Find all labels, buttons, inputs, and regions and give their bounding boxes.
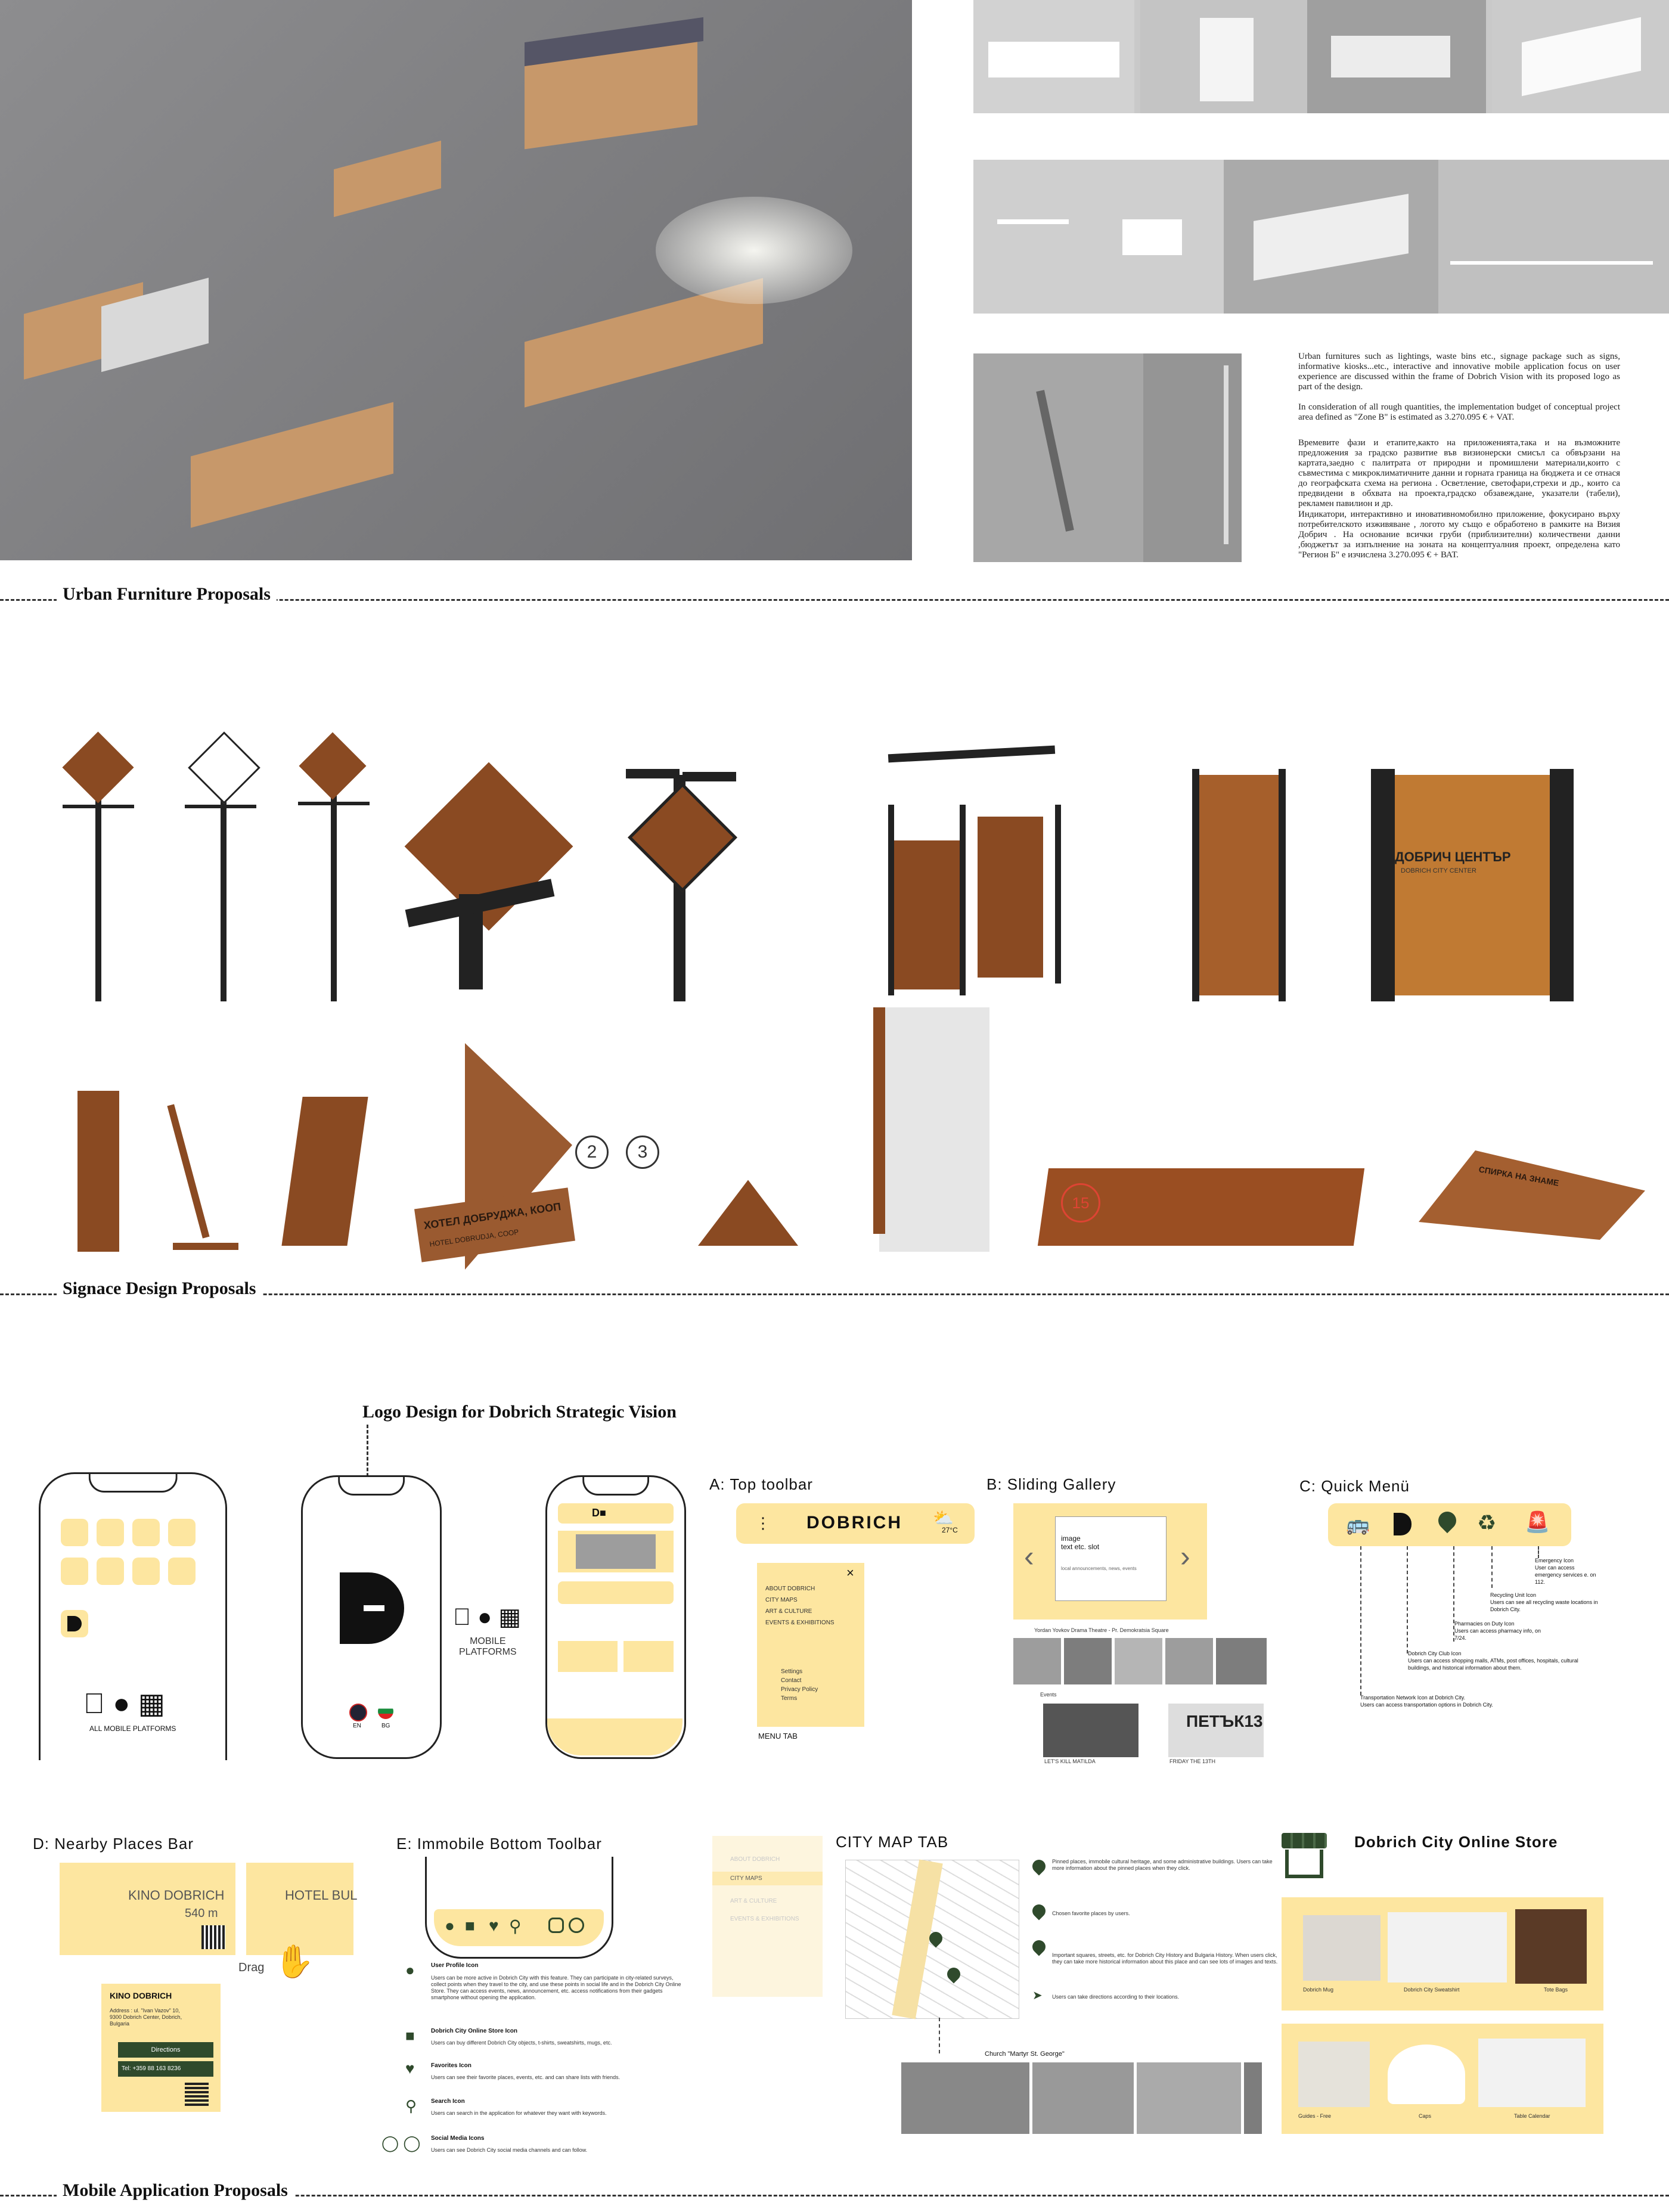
instagram-icon[interactable] [548, 1918, 564, 1933]
event-photo-1 [1043, 1704, 1138, 1757]
menu-tab-label: MENU TAB [758, 1732, 798, 1741]
store-header-icon [1282, 1833, 1327, 1881]
bt-profile-icon: ● [405, 1961, 415, 1979]
sliding-gallery [1013, 1503, 1207, 1620]
qr-code-icon[interactable] [201, 1925, 225, 1949]
bt-fav-title: Favorites Icon [431, 2062, 471, 2069]
gallery-photo-1 [1013, 1638, 1061, 1684]
map-menu-art: ART & CULTURE [730, 1898, 777, 1904]
sign-number-2: 2 [575, 1136, 609, 1169]
directions-button[interactable]: Directions [118, 2042, 213, 2058]
menu-item-city-maps[interactable]: CITY MAPS [765, 1597, 798, 1603]
event1-title: LET'S KILL MATILDA [1044, 1758, 1096, 1764]
nearby-card-1-distance: 540 m [185, 1907, 218, 1920]
bt-store-icon: ■ [405, 2027, 415, 2045]
emergency-icon[interactable]: 🚨 [1525, 1511, 1550, 1534]
store-icon[interactable]: ■ [465, 1916, 475, 1935]
bt-fav-text: Users can see their favorite places, events, etc. and can share lists with friends. [431, 2074, 621, 2080]
store-row-1 [1282, 1897, 1603, 2011]
kiosk-title: ДОБРИЧ ЦЕНТЪР [1395, 849, 1511, 864]
map-menu-faded [712, 1836, 823, 1997]
close-icon[interactable]: × [846, 1565, 854, 1580]
store-item-totebags[interactable]: Tote Bags [1544, 1987, 1568, 1993]
all-platforms-label: ALL MOBILE PLATFORMS [89, 1724, 176, 1733]
recycle-icon[interactable]: ♻ [1477, 1510, 1497, 1535]
flag-en-icon[interactable] [349, 1704, 367, 1721]
bt-social-text: Users can see Dobrich City social media channels and can follow. [431, 2147, 588, 2153]
map-important-text: Important squares, streets, etc. for Dobrich City History and Bulgaria History. When users click, they can take more historical information about this place and can see lots of images and texts. [1052, 1952, 1278, 1965]
weather-icon: ⛅ [933, 1509, 954, 1527]
phone-app-screen: D■ [545, 1475, 686, 1759]
legend-directions-icon: ➤ [1032, 1989, 1043, 2002]
nearby-card-2-title: HOTEL BUL [285, 1888, 358, 1903]
event2-poster-text: ПЕТЪК13 [1186, 1712, 1263, 1730]
menu-settings[interactable]: Settings [781, 1668, 803, 1675]
menu-privacy[interactable]: Privacy Policy [781, 1686, 818, 1693]
top-toolbar [736, 1503, 975, 1544]
kiosk-subtitle: DOBRICH CITY CENTER [1401, 867, 1476, 874]
urban-text-en-2: In consideration of all rough quantities, the implementation budget of conceptual project area defined as "Zone B" is estimated as 3.270.095 € + VAT. [1298, 402, 1620, 422]
sign-number-15: 15 [1061, 1183, 1100, 1223]
heart-icon[interactable]: ♥ [489, 1916, 499, 1935]
church-photo-1 [901, 2062, 1029, 2134]
drag-label: Drag [238, 1961, 265, 1974]
qm-emergency-text: Emergency Icon User can access emergency services e. on 112. [1535, 1558, 1596, 1585]
menu-dropdown [757, 1563, 864, 1727]
panel-c-title: C: Quick Menü [1299, 1477, 1410, 1495]
menu-icon[interactable]: ⋮ [755, 1514, 771, 1532]
logo-heading: Logo Design for Dobrich Strategic Vision [362, 1402, 677, 1422]
lang-bg-label: BG [381, 1723, 390, 1729]
church-photo-3 [1137, 2062, 1241, 2134]
dobrich-club-icon[interactable] [1394, 1513, 1411, 1535]
mobile-section-title: Mobile Application Proposals [57, 2180, 294, 2201]
map-directions-text: Users can take directions according to their locations. [1052, 1994, 1180, 2000]
events-label: Events [1040, 1692, 1057, 1698]
store-item-mug[interactable]: Dobrich Mug [1303, 1987, 1334, 1993]
bt-profile-title: User Profile Icon [431, 1962, 479, 1969]
bt-search-icon: ⚲ [405, 2097, 417, 2115]
nearby-card-2[interactable] [246, 1863, 358, 1955]
gallery-photo-3 [1115, 1638, 1162, 1684]
bench-render-row-1 [973, 0, 1669, 113]
urban-text-bg-1: Времевите фази и етапите,както на приложенията,така и на възможните предложения за градско развитие във визионерски смисъл са обвързани на картата,заедно с палитрата от природни и промишлени материали,които с съвместима с микроклиматичните данни и горната граница на бюджета и се отнася до географската схема на региона . Осветление, светофари,стрехи и др., които са предвидени в обхвата на проекта,градско обзавеждане, указатели (табели), рекламен павилион и др. [1298, 438, 1620, 508]
urban-furniture-aerial-render [0, 0, 912, 560]
gallery-slot-text: image text etc. slot [1061, 1534, 1100, 1551]
store-item-calendar[interactable]: Table Calendar [1514, 2113, 1550, 2119]
app-icon-dobrich[interactable] [61, 1610, 88, 1637]
mobile-platforms-label: MOBILE PLATFORMS [459, 1636, 517, 1657]
urban-text-bg-2: Индикатори, интерактивно и иновативномобилно приложение, фокусирано върху потребителското изживяване , логото му също е обработено в рамките на Визия Добрич . На основание всички груби (приблизителни) количествени данни ,бюджетът за изпълнение на зоната на концептуалния проект, определена като "Регион Б" е изчислена 3.270.095 € + ВАТ. [1298, 510, 1620, 560]
signage-section-title: Signace Design Proposals [57, 1279, 262, 1299]
platform-icons: ● ▦ [83, 1688, 136, 1720]
bt-social-title: Social Media Icons [431, 2135, 485, 2142]
sign-number-3: 3 [626, 1136, 659, 1169]
map-chosen-text: Chosen favorite places by users. [1052, 1910, 1130, 1916]
store-item-guides[interactable]: Guides - Free [1298, 2113, 1332, 2119]
church-caption: Church "Martyr St. George" [985, 2050, 1065, 2058]
gallery-photo-4 [1165, 1638, 1213, 1684]
pharmacy-pin-icon[interactable] [1435, 1508, 1460, 1533]
urban-text-en-1: Urban furnitures such as lightings, waste bins etc., signage package such as signs, informative kiosks...etc., interactive and innovative mobile application focus on user experience are discussed within the frame of Dobrich Vision with its proposed logo as part of the design. [1298, 352, 1620, 392]
store-item-caps[interactable]: Caps [1419, 2113, 1432, 2119]
panel-d-title: D: Nearby Places Bar [33, 1835, 194, 1853]
qm-transport-text: Transportation Network Icon at Dobrich City. Users can access transportation options in Dobrich City. [1360, 1695, 1493, 1708]
phone-button[interactable]: Tel: +359 88 163 8236 [118, 2061, 213, 2077]
menu-item-events[interactable]: EVENTS & EXHIBITIONS [765, 1620, 834, 1626]
menu-contact[interactable]: Contact [781, 1677, 802, 1684]
legend-star-pin-icon [1029, 1937, 1048, 1956]
nearby-detail-card [101, 1984, 221, 2112]
menu-item-art[interactable]: ART & CULTURE [765, 1608, 812, 1615]
quick-menu [1328, 1503, 1571, 1546]
map-leader [939, 2018, 940, 2053]
qm-club-text: Dobrich City Club Icon Users can access shopping malls, ATMs, post offices, hospitals, cultural buildings, and historical information about them. [1408, 1651, 1578, 1671]
qm-pharmacy-text: Pharmacies on Duty Icon Users can access pharmacy info, on 7/24. [1454, 1621, 1541, 1641]
chevron-left-icon[interactable]: ‹ [1024, 1540, 1034, 1573]
bt-profile-text: Users can be more active in Dobrich City with this feature. They can participate in city-related surveys, collect points when they travel to the city, and use these points in social life and in the Dobrich City Online Store. They can access events, news, announcement, etc. access notifications from their gadgets smartphone without opening the application. [431, 1975, 681, 2000]
bt-heart-icon: ♥ [405, 2059, 415, 2077]
sign-hotel-text-2: HOTEL DOBRUDJA, COOP [429, 1227, 520, 1249]
flag-bg-icon[interactable] [378, 1704, 393, 1719]
detail-qr-icon [185, 2082, 209, 2106]
city-map[interactable] [845, 1860, 1019, 2019]
lighting-render [973, 353, 1242, 562]
bus-icon[interactable]: 🚌 [1346, 1513, 1370, 1535]
phone-splash-screen [301, 1475, 442, 1759]
nearby-card-1[interactable] [60, 1863, 235, 1955]
urban-section-title: Urban Furniture Proposals [57, 584, 277, 604]
legend-pin-icon [1029, 1857, 1048, 1875]
nearby-detail-title: KINO DOBRICH [110, 1991, 172, 2000]
toolbar-temperature: 27°C [942, 1526, 958, 1534]
nearby-detail-address: Address : ul. "Ivan Vazov" 10, 9300 Dobrich Center, Dobrich, Bulgaria [110, 2008, 182, 2027]
gallery-photo-2 [1064, 1638, 1112, 1684]
drag-hand-icon: ✋ [274, 1944, 315, 1980]
gallery-caption: Yordan Yovkov Drama Theatre - Pr. Demokratsia Square [1034, 1627, 1169, 1633]
bt-search-title: Search Icon [431, 2098, 465, 2105]
panel-b-title: B: Sliding Gallery [986, 1475, 1116, 1493]
store-row-2 [1282, 2024, 1603, 2134]
store-item-sweatshirt[interactable]: Dobrich City Sweatshirt [1404, 1987, 1460, 1993]
map-menu-events: EVENTS & EXHIBITIONS [730, 1916, 799, 1922]
map-pinned-text: Pinned places, immobile cultural heritage, and some administrative buildings. Users can take more information about the pinned places when they click. [1052, 1859, 1273, 1871]
nearby-card-1-title: KINO DOBRICH [128, 1888, 225, 1903]
map-tab-title: CITY MAP TAB [836, 1833, 949, 1851]
church-photo-2 [1032, 2062, 1134, 2134]
toolbar-brand: DOBRICH [806, 1513, 902, 1532]
gallery-slot-sub: local announcements, news, events [1061, 1566, 1137, 1571]
map-menu-about: ABOUT DOBRICH [730, 1856, 780, 1863]
whatsapp-icon[interactable] [569, 1918, 584, 1933]
bottom-toolbar-phone [425, 1857, 613, 1959]
mobile-platform-icons: ● ▦ [453, 1604, 497, 1630]
qm-recycle-text: Recycling Unit Icon Users can see all recycling waste locations in Dobrich City. [1490, 1592, 1598, 1612]
sign-hotel-text: ХОТЕЛ ДОБРУДЖА, КООП [423, 1200, 562, 1232]
panel-a-title: A: Top toolbar [709, 1475, 813, 1493]
menu-item-about[interactable]: ABOUT DOBRICH [765, 1586, 815, 1592]
bt-store-title: Dobrich City Online Store Icon [431, 2028, 518, 2034]
menu-terms[interactable]: Terms [781, 1695, 798, 1702]
panel-e-title: E: Immobile Bottom Toolbar [396, 1835, 602, 1853]
profile-icon[interactable]: ● [445, 1916, 455, 1935]
event2-title: FRIDAY THE 13TH [1169, 1758, 1216, 1764]
bt-search-text: Users can search in the application for whatever they want with keywords. [431, 2110, 607, 2116]
dobrich-logo [340, 1572, 404, 1644]
tent-sign-text: СПИРКА НА ЗНАМЕ [1478, 1164, 1560, 1188]
bt-store-text: Users can buy different Dobrich City objects, t-shirts, sweatshirts, mugs, etc. [431, 2040, 612, 2046]
church-photo-4 [1244, 2062, 1262, 2134]
legend-heart-pin-icon [1029, 1901, 1048, 1920]
gallery-photo-5 [1216, 1638, 1267, 1684]
bench-render-row-2 [973, 160, 1669, 314]
lang-en-label: EN [353, 1723, 361, 1729]
bt-social-icons: ◯ ◯ [381, 2134, 421, 2152]
map-menu-city-maps[interactable]: CITY MAPS [712, 1872, 823, 1885]
store-title: Dobrich City Online Store [1354, 1833, 1558, 1851]
search-icon[interactable]: ⚲ [509, 1917, 522, 1935]
chevron-right-icon[interactable]: › [1180, 1540, 1190, 1573]
